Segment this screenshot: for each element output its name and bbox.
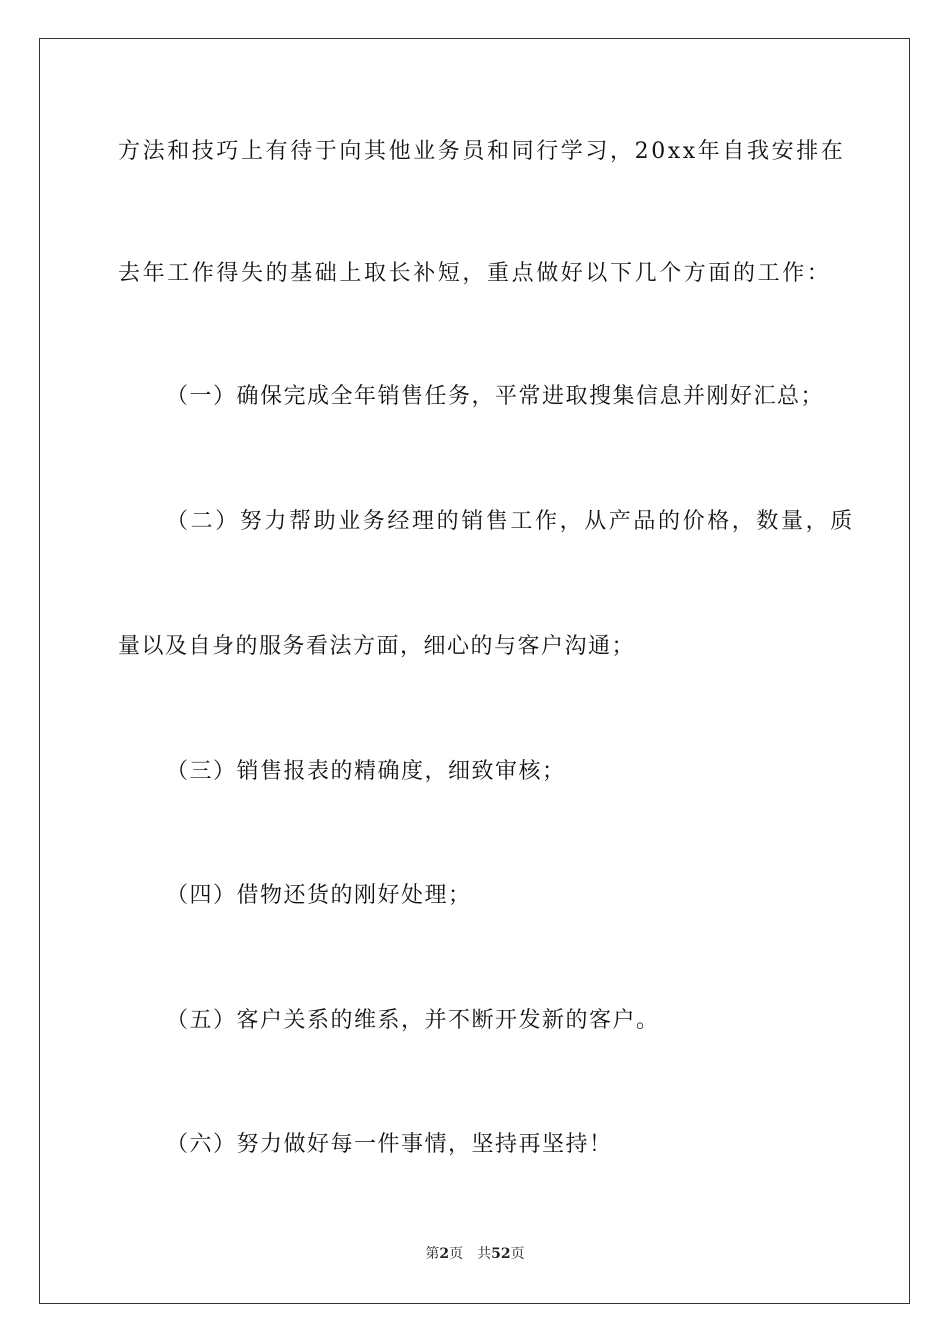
list-item-6: （六）努力做好每一件事情，坚持再坚持！ <box>166 1132 613 1157</box>
page-footer <box>0 1245 950 1263</box>
total-pages: 52 <box>491 1246 511 1262</box>
page-border <box>39 38 910 1304</box>
list-item-2: （二）努力帮助业务经理的销售工作，从产品的价格，数量，质 <box>166 509 855 534</box>
list-item-1: （一）确保完成全年销售任务，平常进取搜集信息并刚好汇总； <box>166 384 825 409</box>
list-item-4: （四）借物还货的刚好处理； <box>166 883 472 908</box>
page-prefix: 第 <box>425 1246 440 1262</box>
body-line-2: 去年工作得失的基础上取长补短，重点做好以下几个方面的工作： <box>118 261 832 286</box>
list-item-3: （三）销售报表的精确度，细致审核； <box>166 759 566 784</box>
total-prefix: 共 <box>477 1246 492 1262</box>
page-number: 2 <box>439 1246 450 1262</box>
page-suffix: 页 <box>449 1246 464 1262</box>
body-line-1: 方法和技巧上有待于向其他业务员和同行学习，20xx年自我安排在 <box>118 139 846 164</box>
list-item-2-continuation: 量以及自身的服务看法方面，细心的与客户沟通； <box>118 634 636 659</box>
total-suffix: 页 <box>510 1246 525 1262</box>
list-item-5: （五）客户关系的维系，并不断开发新的客户。 <box>166 1008 660 1033</box>
